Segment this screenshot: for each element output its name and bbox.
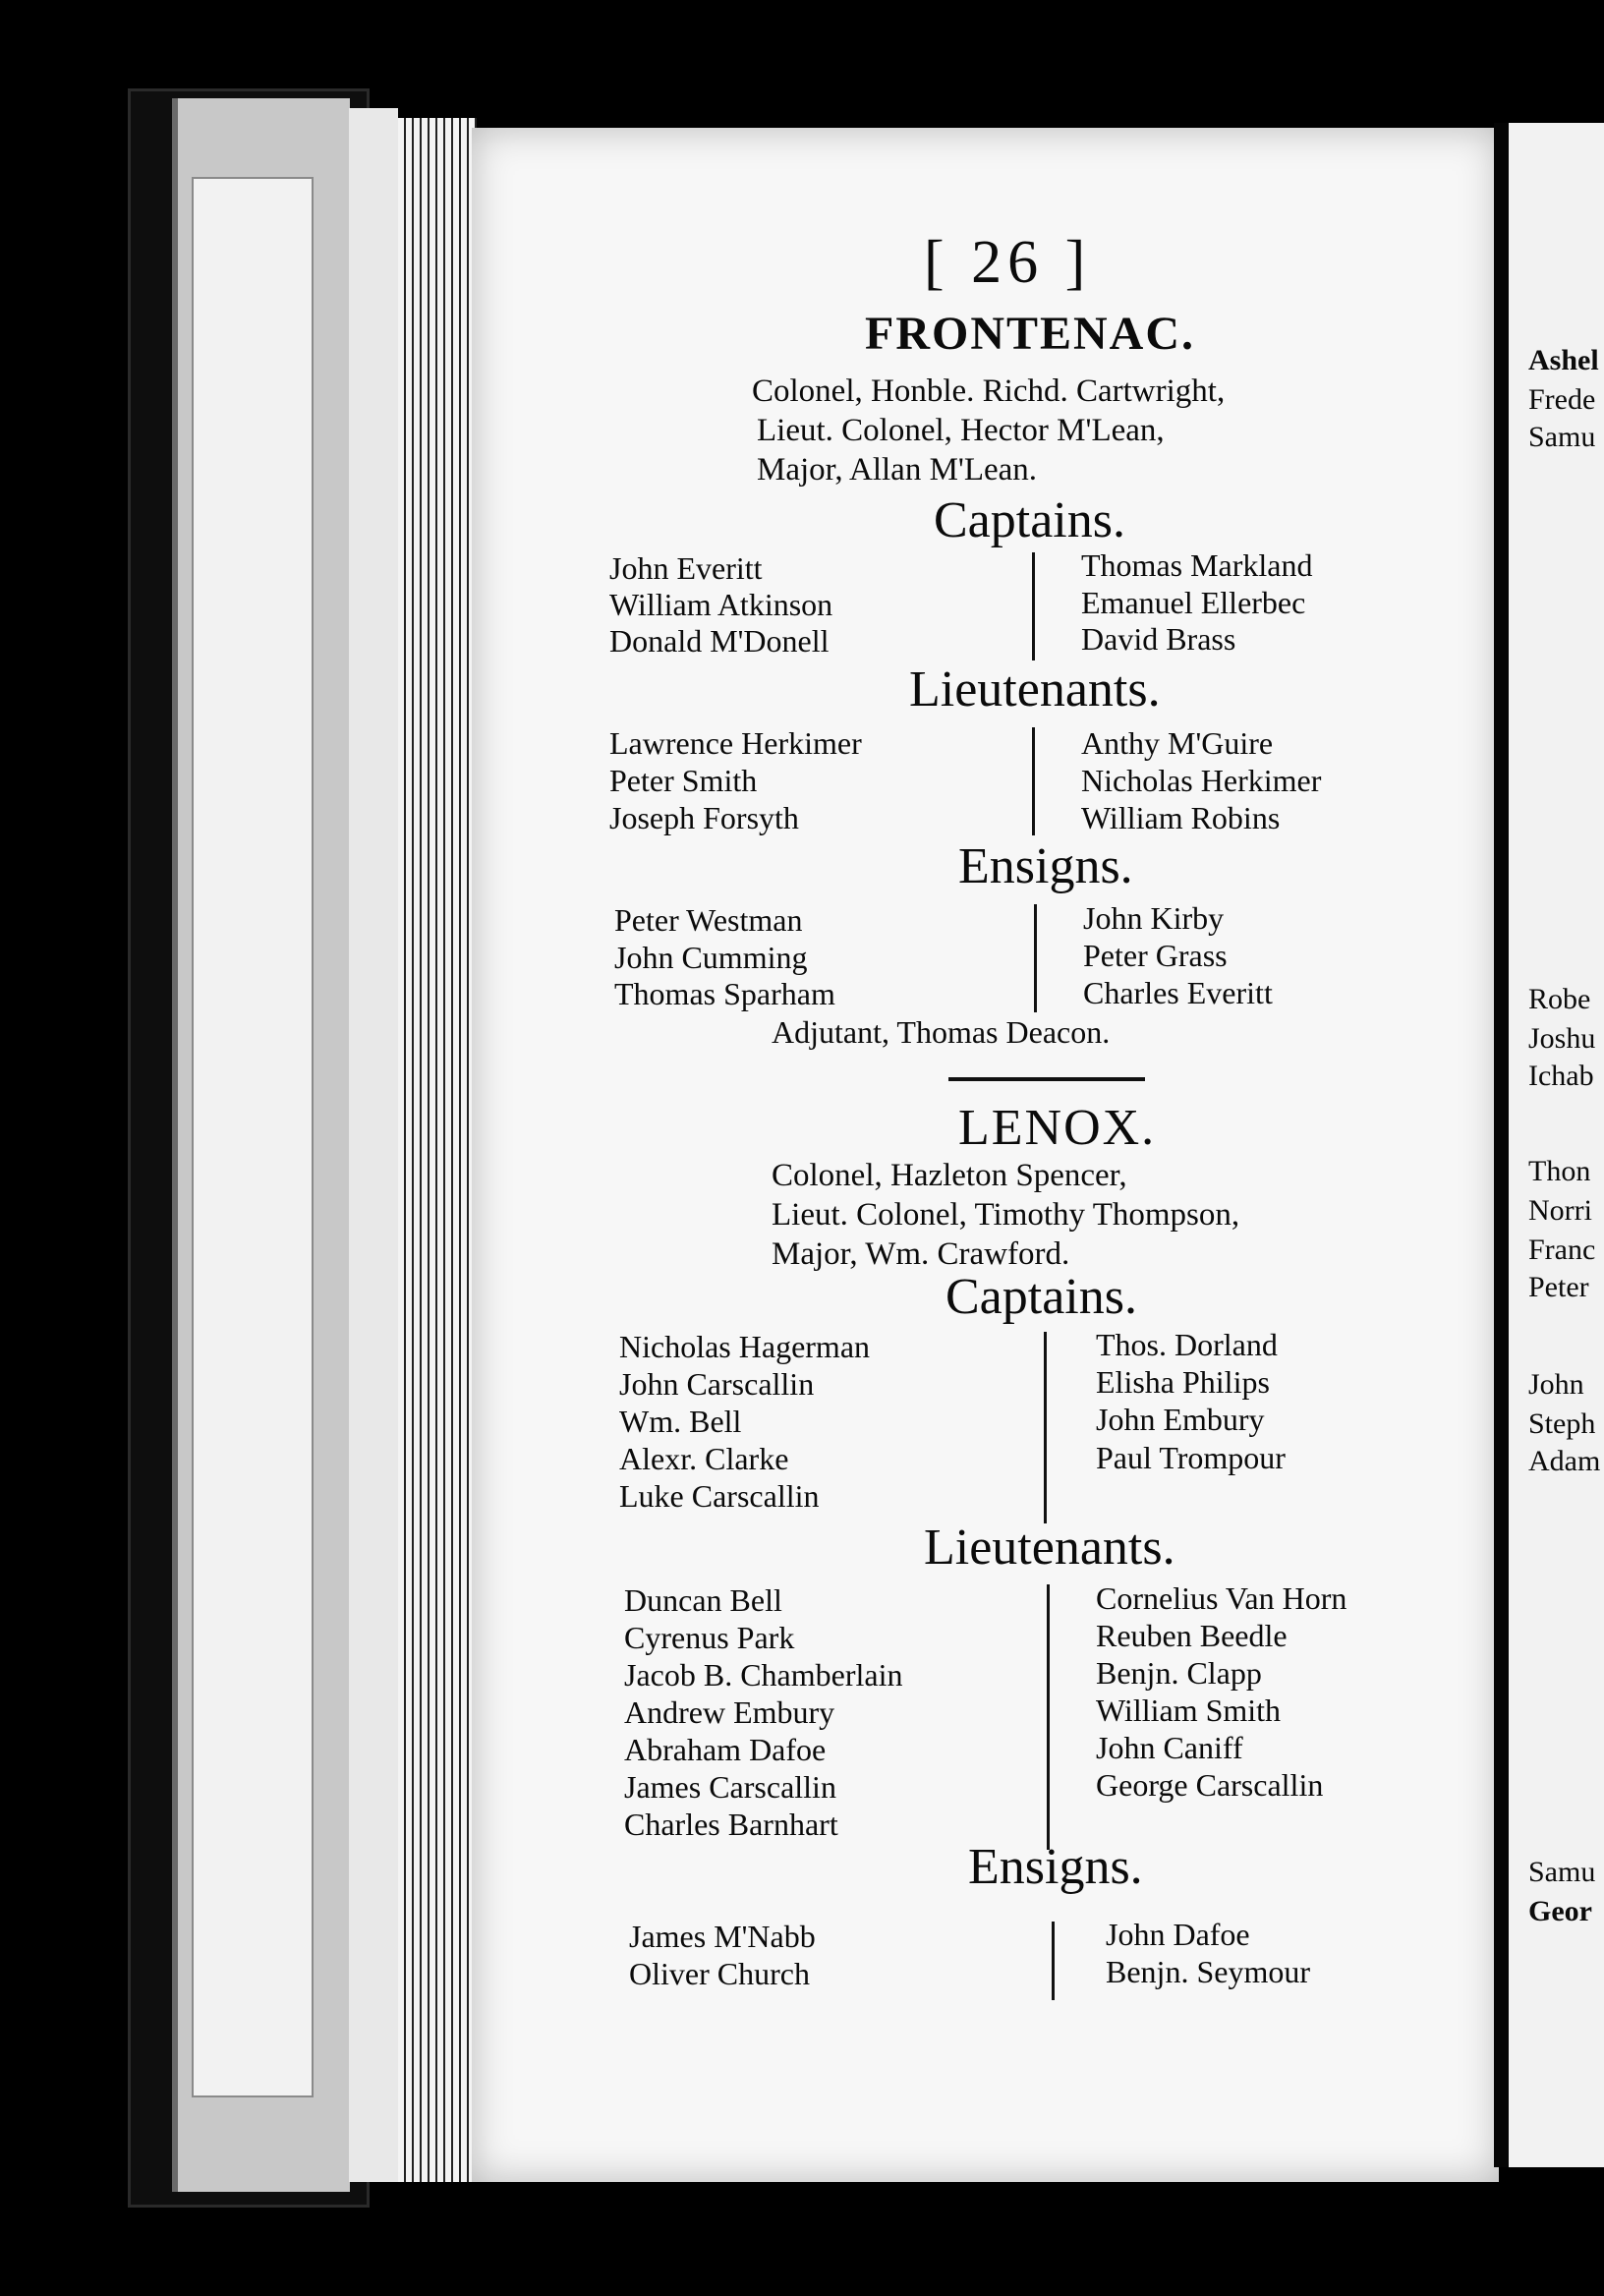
name-entry: John Dafoe (1106, 1917, 1250, 1952)
captains-heading: Captains. (934, 492, 1125, 548)
name-entry: Charles Barnhart (624, 1807, 838, 1842)
lieutenants-heading: Lieutenants. (924, 1520, 1175, 1576)
facing-line: Peter (1528, 1271, 1589, 1303)
name-entry: Paul Trompour (1096, 1440, 1286, 1475)
officer-line: Colonel, Honble. Richd. Cartwright, (752, 373, 1226, 409)
column-divider (1047, 1584, 1050, 1850)
name-entry: William Atkinson (609, 587, 833, 622)
name-entry: Duncan Bell (624, 1582, 782, 1618)
name-entry: Thomas Markland (1081, 547, 1313, 583)
lieutenants-heading: Lieutenants. (909, 661, 1161, 718)
facing-line: John (1528, 1368, 1584, 1401)
name-entry: John Cumming (614, 940, 808, 975)
name-entry: George Carscallin (1096, 1767, 1324, 1803)
name-entry: Reuben Beedle (1096, 1618, 1288, 1653)
column-divider (1044, 1332, 1047, 1523)
name-entry: Thos. Dorland (1096, 1327, 1278, 1362)
name-entry: Benjn. Clapp (1096, 1655, 1262, 1691)
name-entry: John Caniff (1096, 1730, 1243, 1765)
name-entry: Cyrenus Park (624, 1620, 795, 1655)
name-entry: Abraham Dafoe (624, 1732, 827, 1767)
adjutant-line: Adjutant, Thomas Deacon. (772, 1014, 1111, 1050)
name-entry: William Smith (1096, 1693, 1282, 1728)
facing-line: Adam (1528, 1445, 1601, 1477)
facing-line: Steph (1528, 1407, 1596, 1440)
facing-line: Robe (1528, 983, 1591, 1015)
name-entry: Thomas Sparham (614, 976, 835, 1011)
officer-line: Major, Allan M'Lean. (757, 452, 1038, 488)
facing-line: Frede (1528, 383, 1596, 416)
column-divider (1032, 727, 1035, 835)
facing-line: Ichab (1528, 1060, 1594, 1092)
name-entry: Nicholas Hagerman (619, 1329, 871, 1364)
column-divider (1052, 1922, 1055, 2000)
ensigns-heading: Ensigns. (958, 838, 1133, 894)
name-entry: Alexr. Clarke (619, 1441, 789, 1476)
name-entry: Nicholas Herkimer (1081, 763, 1322, 798)
name-entry: Joseph Forsyth (609, 800, 799, 835)
facing-line: Samu (1528, 421, 1596, 453)
page-edges (398, 118, 477, 2182)
name-entry: Elisha Philips (1096, 1364, 1270, 1400)
binding-strip (349, 108, 398, 2182)
page-number: [ 26 ] (924, 229, 1092, 296)
facing-line: Thon (1528, 1155, 1591, 1187)
name-entry: Lawrence Herkimer (609, 725, 862, 761)
name-entry: Peter Grass (1083, 938, 1228, 973)
name-entry: John Everitt (609, 550, 763, 586)
name-entry: John Embury (1096, 1402, 1265, 1437)
ensigns-heading: Ensigns. (968, 1839, 1143, 1895)
facing-line: Franc (1528, 1234, 1596, 1266)
facing-line: Joshu (1528, 1022, 1596, 1055)
section-divider (948, 1077, 1145, 1081)
officer-line: Major, Wm. Crawford. (772, 1236, 1070, 1272)
officer-line: Colonel, Hazleton Spencer, (772, 1158, 1127, 1193)
facing-line: Ashel (1528, 344, 1599, 376)
name-entry: Jacob B. Chamberlain (624, 1657, 903, 1693)
name-entry: Andrew Embury (624, 1694, 835, 1730)
name-entry: John Carscallin (619, 1366, 815, 1402)
officer-line: Lieut. Colonel, Timothy Thompson, (772, 1197, 1240, 1233)
name-entry: Luke Carscallin (619, 1478, 820, 1514)
name-entry: James Carscallin (624, 1769, 836, 1805)
name-entry: Oliver Church (629, 1956, 810, 1991)
name-entry: David Brass (1081, 621, 1236, 657)
name-entry: Charles Everitt (1083, 975, 1273, 1010)
name-entry: John Kirby (1083, 900, 1225, 936)
name-entry: Peter Smith (609, 763, 758, 798)
column-divider (1032, 552, 1035, 660)
name-entry: James M'Nabb (629, 1919, 816, 1954)
facing-line: Samu (1528, 1856, 1596, 1888)
facing-line: Geor (1528, 1895, 1592, 1927)
name-entry: Cornelius Van Horn (1096, 1580, 1347, 1616)
captains-heading: Captains. (945, 1269, 1137, 1325)
column-divider (1034, 904, 1037, 1012)
name-entry: Donald M'Donell (609, 623, 830, 659)
name-entry: Emanuel Ellerbec (1081, 585, 1306, 620)
section-title-frontenac: FRONTENAC. (865, 308, 1196, 360)
section-title-lenox: LENOX. (958, 1100, 1157, 1156)
name-entry: Wm. Bell (619, 1404, 742, 1439)
name-entry: Peter Westman (614, 902, 803, 938)
name-entry: Anthy M'Guire (1081, 725, 1274, 761)
officer-line: Lieut. Colonel, Hector M'Lean, (757, 413, 1165, 448)
name-entry: William Robins (1081, 800, 1281, 835)
name-entry: Benjn. Seymour (1106, 1954, 1310, 1989)
facing-line: Norri (1528, 1194, 1592, 1227)
cover-board-panel (192, 177, 314, 2097)
